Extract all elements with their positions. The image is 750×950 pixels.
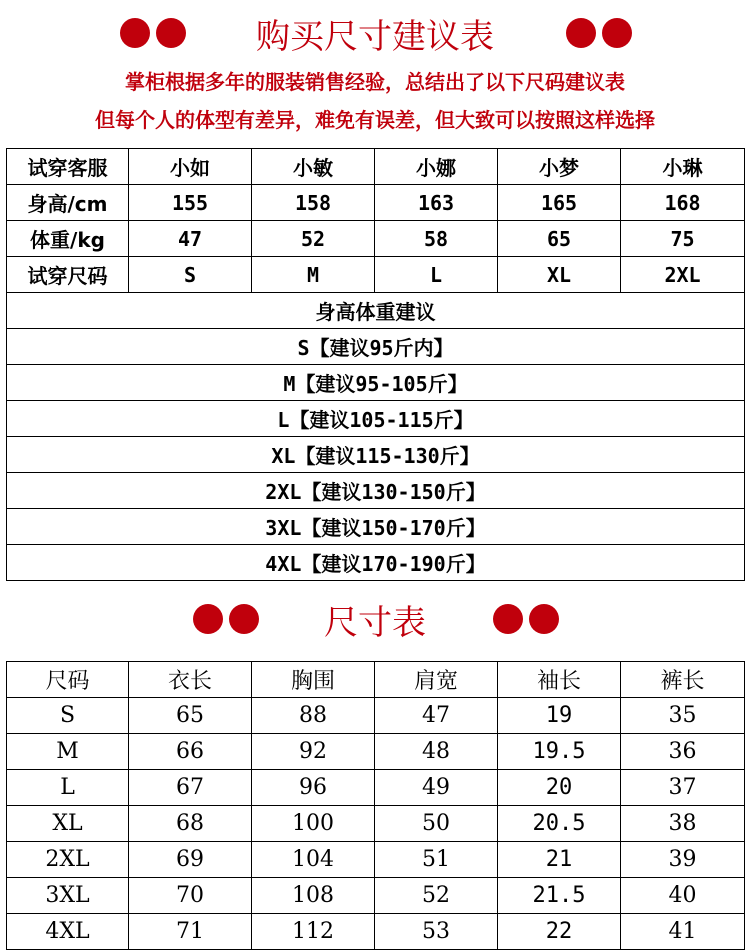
red-dot-icon	[529, 604, 559, 634]
table-cell: 52	[375, 878, 498, 914]
suggestion-row	[7, 329, 745, 365]
table-cell: 19.5	[498, 734, 621, 770]
table-cell: 68	[129, 806, 252, 842]
table-cell: 158	[252, 185, 375, 221]
table-cell: 19	[498, 698, 621, 734]
suggestion-row	[7, 437, 745, 473]
table-cell: L	[375, 257, 498, 293]
row-label: 体重/kg	[7, 221, 129, 257]
suggestion-cell: M【建议95-105斤】	[7, 365, 745, 401]
table-cell: 92	[252, 734, 375, 770]
table-cell: 47	[129, 221, 252, 257]
fit-table-header-row	[7, 149, 745, 185]
table-cell: 47	[375, 698, 498, 734]
size-header-cell: 尺码	[7, 662, 129, 698]
size-title-row	[0, 598, 750, 643]
fit-header-cell: 小梦	[498, 149, 621, 185]
table-cell: 21.5	[498, 878, 621, 914]
red-dot-icon	[566, 18, 596, 48]
red-dot-icon	[602, 18, 632, 48]
table-cell: 36	[621, 734, 745, 770]
fit-header-cell: 小娜	[375, 149, 498, 185]
suggestion-cell: 2XL【建议130-150斤】	[7, 473, 745, 509]
table-cell: 100	[252, 806, 375, 842]
table-cell: 39	[621, 842, 745, 878]
table-row	[7, 806, 745, 842]
intro-line-1: 掌柜根据多年的服装销售经验，总结出了以下尺码建议表	[125, 70, 625, 94]
fit-header-cell: 试穿客服	[7, 149, 129, 185]
table-cell: 168	[621, 185, 745, 221]
table-cell: 50	[375, 806, 498, 842]
size-label: 4XL	[7, 914, 129, 950]
suggestion-cell: 3XL【建议150-170斤】	[7, 509, 745, 545]
table-row	[7, 842, 745, 878]
size-table-title: 尺寸表	[324, 602, 426, 643]
table-cell: 69	[129, 842, 252, 878]
table-cell: 163	[375, 185, 498, 221]
table-cell: 53	[375, 914, 498, 950]
table-cell: 37	[621, 770, 745, 806]
table-cell: 20.5	[498, 806, 621, 842]
size-label: M	[7, 734, 129, 770]
table-cell: 75	[621, 221, 745, 257]
size-header-cell: 肩宽	[375, 662, 498, 698]
decorative-dots-right	[493, 604, 559, 634]
suggestion-row	[7, 473, 745, 509]
table-cell: 155	[129, 185, 252, 221]
table-cell: 21	[498, 842, 621, 878]
size-label: 2XL	[7, 842, 129, 878]
suggestion-row	[7, 545, 745, 581]
table-row	[7, 914, 745, 950]
table-cell: 49	[375, 770, 498, 806]
table-cell: 67	[129, 770, 252, 806]
row-label: 试穿尺码	[7, 257, 129, 293]
table-cell: 20	[498, 770, 621, 806]
suggestion-cell: 4XL【建议170-190斤】	[7, 545, 745, 581]
table-row	[7, 770, 745, 806]
table-row	[7, 734, 745, 770]
table-cell: 2XL	[621, 257, 745, 293]
table-row	[7, 185, 745, 221]
table-cell: 41	[621, 914, 745, 950]
table-cell: S	[129, 257, 252, 293]
size-label: XL	[7, 806, 129, 842]
table-row	[7, 698, 745, 734]
suggestion-row	[7, 365, 745, 401]
size-table-header-row	[7, 662, 745, 698]
size-header-cell: 裤长	[621, 662, 745, 698]
table-cell: 38	[621, 806, 745, 842]
size-header-cell: 袖长	[498, 662, 621, 698]
table-cell: 65	[498, 221, 621, 257]
size-label: 3XL	[7, 878, 129, 914]
suggestion-row	[7, 401, 745, 437]
table-cell: 52	[252, 221, 375, 257]
fit-header-cell: 小如	[129, 149, 252, 185]
decorative-dots-right	[566, 18, 632, 48]
table-cell: 48	[375, 734, 498, 770]
red-dot-icon	[493, 604, 523, 634]
fit-header-cell: 小琳	[621, 149, 745, 185]
table-row	[7, 878, 745, 914]
page-title: 购买尺寸建议表	[256, 16, 494, 57]
table-cell: 71	[129, 914, 252, 950]
size-table	[6, 661, 745, 950]
suggestion-cell: S【建议95斤内】	[7, 329, 745, 365]
table-cell: 35	[621, 698, 745, 734]
size-label: L	[7, 770, 129, 806]
size-label: S	[7, 698, 129, 734]
row-label: 身高/cm	[7, 185, 129, 221]
size-header-cell: 胸围	[252, 662, 375, 698]
table-cell: 58	[375, 221, 498, 257]
table-cell: 65	[129, 698, 252, 734]
table-cell: 51	[375, 842, 498, 878]
table-cell: 40	[621, 878, 745, 914]
fit-table	[6, 148, 745, 581]
table-cell: 104	[252, 842, 375, 878]
table-cell: 96	[252, 770, 375, 806]
table-row	[7, 221, 745, 257]
table-cell: M	[252, 257, 375, 293]
table-cell: 112	[252, 914, 375, 950]
suggestion-cell: L【建议105-115斤】	[7, 401, 745, 437]
table-cell: 165	[498, 185, 621, 221]
table-cell: 88	[252, 698, 375, 734]
main-title-row	[0, 12, 750, 57]
suggest-heading-row	[7, 293, 745, 329]
table-cell: 66	[129, 734, 252, 770]
suggestion-row	[7, 509, 745, 545]
table-cell: 22	[498, 914, 621, 950]
table-cell: XL	[498, 257, 621, 293]
table-row	[7, 257, 745, 293]
table-cell: 70	[129, 878, 252, 914]
suggestion-cell: XL【建议115-130斤】	[7, 437, 745, 473]
suggest-heading: 身高体重建议	[7, 293, 745, 329]
size-header-cell: 衣长	[129, 662, 252, 698]
fit-header-cell: 小敏	[252, 149, 375, 185]
table-cell: 108	[252, 878, 375, 914]
intro-line-2: 但每个人的体型有差异，难免有误差，但大致可以按照这样选择	[95, 108, 655, 132]
